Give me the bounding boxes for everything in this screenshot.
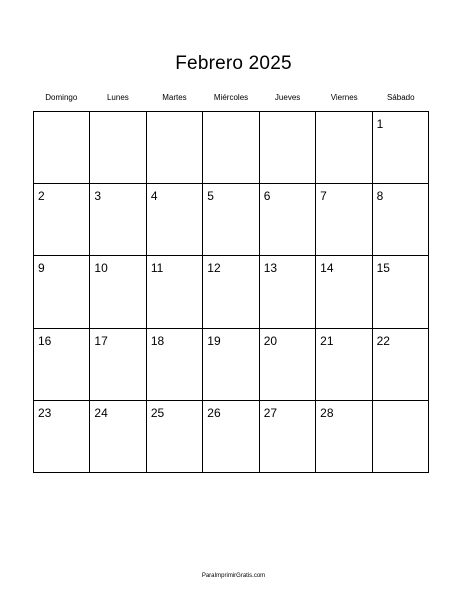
weekday-header-saturday: Sábado — [386, 93, 415, 102]
day-number: 26 — [207, 405, 221, 420]
day-number: 16 — [38, 333, 52, 348]
day-cell — [373, 184, 429, 256]
day-number: 5 — [207, 189, 214, 204]
day-cell — [203, 329, 259, 401]
day-cell — [34, 329, 90, 401]
day-number: 18 — [150, 333, 165, 348]
day-number: 27 — [263, 405, 278, 420]
day-number: 6 — [263, 189, 271, 204]
day-number: 3 — [94, 189, 102, 204]
day-number: 25 — [150, 405, 165, 420]
day-cell — [34, 256, 90, 328]
day-cell — [203, 256, 259, 328]
day-number: 2 — [38, 189, 45, 204]
day-number: 15 — [376, 261, 390, 276]
weekday-header-friday: Viernes — [330, 93, 358, 102]
day-number: 20 — [263, 333, 278, 348]
day-cell — [373, 256, 429, 328]
day-cell — [203, 401, 259, 473]
day-cell — [260, 329, 316, 401]
day-cell — [147, 401, 203, 473]
weekday-header-monday: Lunes — [106, 93, 129, 102]
day-cell — [147, 256, 203, 328]
day-cell — [260, 112, 316, 184]
weekday-header-sunday: Domingo — [45, 93, 78, 102]
day-number: 12 — [207, 261, 221, 276]
day-number: 17 — [94, 333, 108, 348]
day-cell — [316, 184, 372, 256]
day-number: 8 — [376, 189, 384, 204]
day-number: 28 — [320, 405, 334, 420]
calendar-grid — [33, 111, 429, 473]
day-cell — [373, 329, 429, 401]
day-number: 4 — [150, 189, 158, 204]
day-number: 19 — [207, 333, 221, 348]
weekday-header-thursday: Jueves — [274, 93, 301, 102]
day-number: 11 — [150, 261, 164, 276]
day-cell — [90, 401, 146, 473]
day-cell — [147, 184, 203, 256]
day-cell — [316, 401, 372, 473]
weekday-header-tuesday: Martes — [162, 93, 187, 102]
day-number: 22 — [376, 333, 390, 348]
day-number: 13 — [263, 261, 278, 276]
day-cell — [260, 184, 316, 256]
day-cell — [90, 256, 146, 328]
day-cell — [34, 112, 90, 184]
day-number: 9 — [38, 261, 45, 276]
day-cell — [373, 112, 429, 184]
day-cell — [203, 112, 259, 184]
weekday-header-row — [33, 91, 429, 105]
day-cell — [90, 112, 146, 184]
footer-source-text: ParaImprimirGratis.com — [201, 573, 266, 579]
day-cell — [147, 112, 203, 184]
day-number: 7 — [320, 189, 327, 204]
day-number: 14 — [320, 261, 334, 276]
day-cell — [316, 329, 372, 401]
day-cell — [316, 256, 372, 328]
day-cell — [203, 184, 259, 256]
calendar-title: Febrero 2025 — [175, 53, 292, 74]
day-number: 23 — [38, 405, 52, 420]
day-cell — [373, 401, 429, 473]
day-cell — [260, 256, 316, 328]
day-cell — [90, 329, 146, 401]
day-number: 21 — [320, 333, 334, 348]
day-cell — [316, 112, 372, 184]
day-cell — [34, 184, 90, 256]
day-number: 1 — [376, 117, 384, 131]
weekday-header-wednesday: Miércoles — [213, 93, 249, 102]
day-cell — [34, 401, 90, 473]
day-number: 24 — [94, 405, 108, 420]
day-cell — [90, 184, 146, 256]
day-cell — [147, 329, 203, 401]
day-number: 10 — [94, 261, 108, 276]
day-cell — [260, 401, 316, 473]
